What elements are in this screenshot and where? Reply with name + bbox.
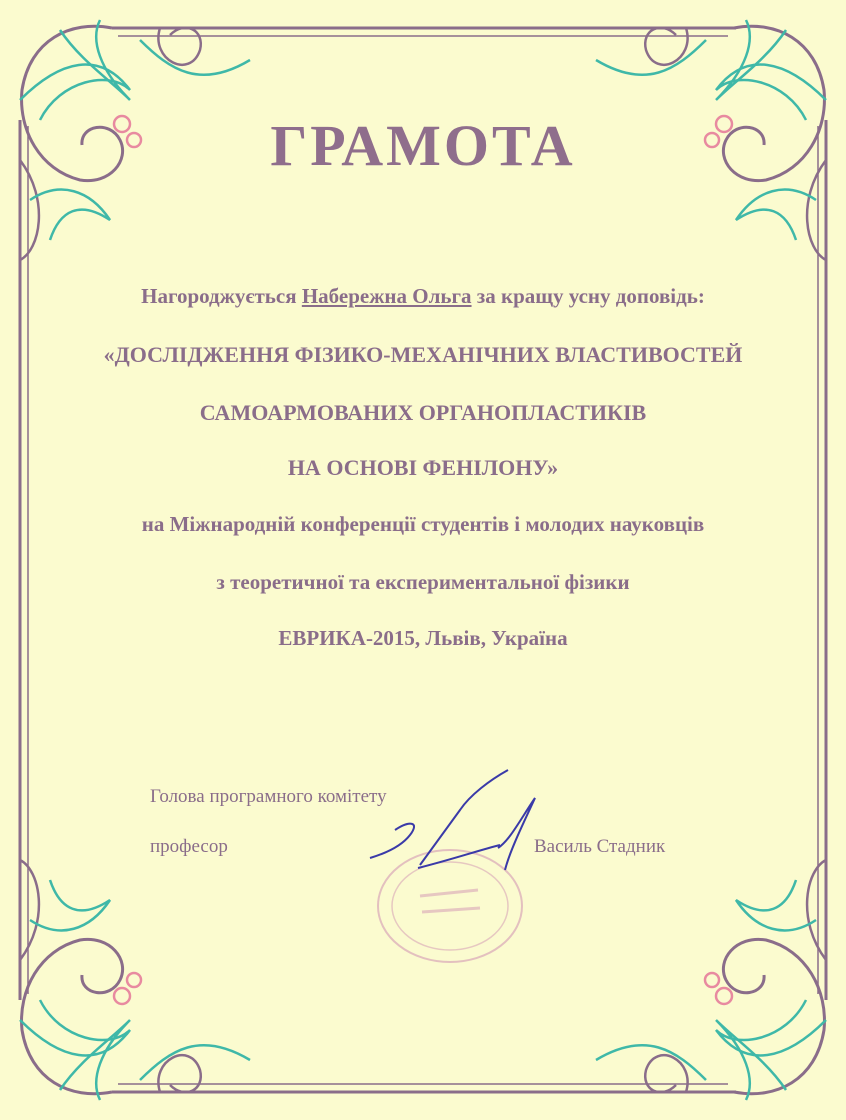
certificate-title: ГРАМОТА: [270, 113, 576, 178]
committee-label: Голова програмного комітету: [150, 786, 387, 807]
topic-line-3: НА ОСНОВІ ФЕНІЛОНУ»: [287, 455, 559, 480]
topic-line-2: САМОАРМОВАНИХ ОРГАНОПЛАСТИКІВ: [199, 400, 647, 425]
corner-ornament-bottom-right: [596, 860, 826, 1100]
position-label: професор: [150, 836, 228, 857]
award-line: [0, 284, 846, 309]
signature: [360, 760, 550, 880]
conference-line-3: ЕВРИКА-2015, Львів, Україна: [278, 626, 568, 650]
signer-name: Василь Стадник: [534, 836, 666, 857]
topic-line-1: «ДОСЛІДЖЕННЯ ФІЗИКО-МЕХАНІЧНИХ ВЛАСТИВОСТЕЙ: [103, 342, 743, 367]
recipient-name: Набережна Ольга: [301, 284, 472, 308]
award-suffix: за кращу усну доповідь:: [476, 284, 705, 308]
conference-line-1: на Міжнародній конференції студентів і молодих науковців: [141, 512, 705, 536]
corner-ornament-bottom-left: [20, 860, 250, 1100]
award-prefix: Нагороджується: [141, 284, 297, 308]
conference-line-2: з теоретичної та експериментальної фізики: [216, 570, 630, 594]
